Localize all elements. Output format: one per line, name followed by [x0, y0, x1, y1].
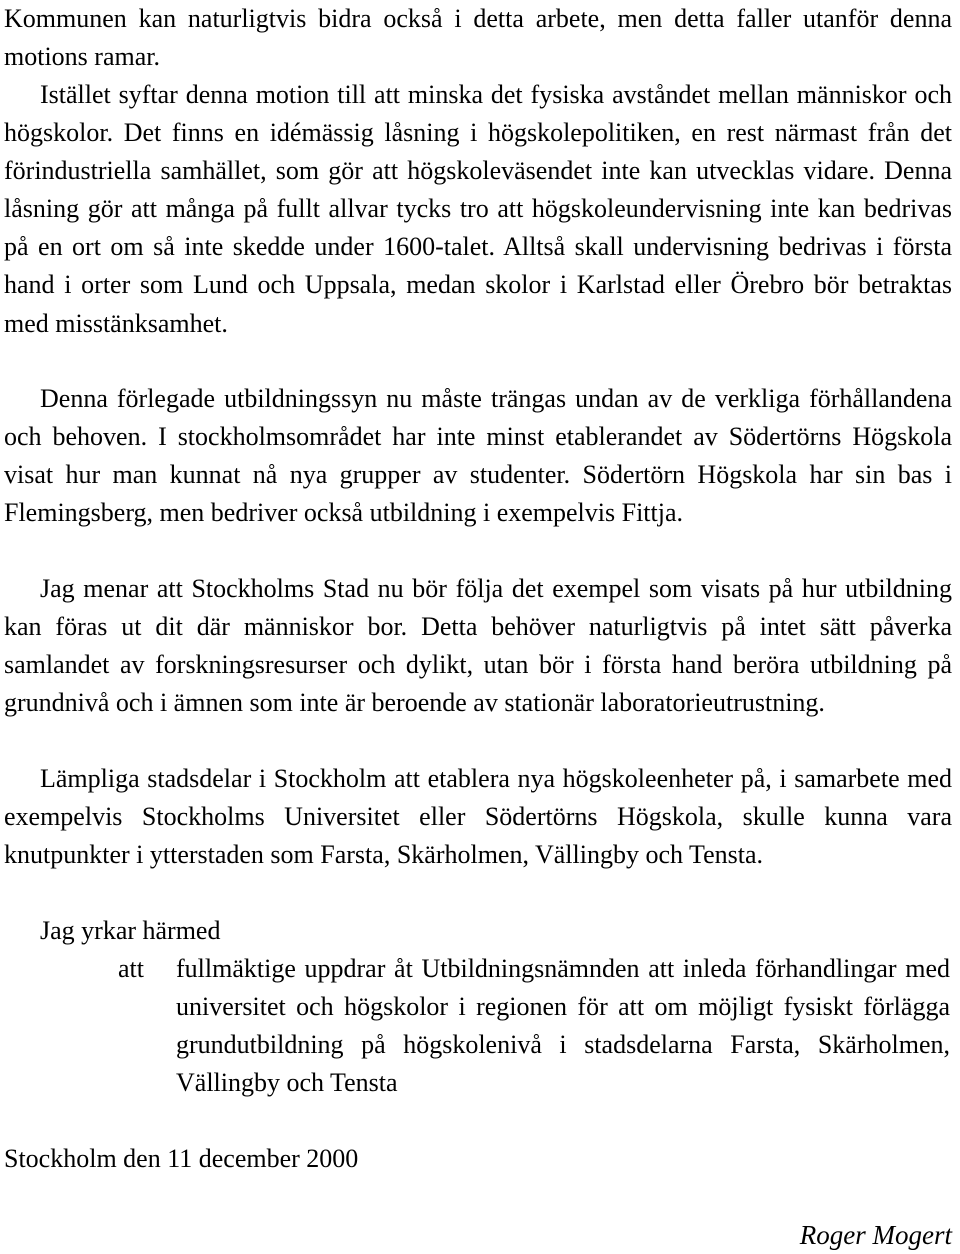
paragraph-districts: Lämpliga stadsdelar i Stockholm att etablera nya högskoleenheter på, i samarbete med exempelvis Stockholms Universitet eller Södertörns Högskola, skulle kunna vara knutpunkter i ytterstaden som Farsta, Skärholmen, Vällingby och Tensta. [4, 764, 952, 870]
paragraph-motion-intro: Jag yrkar härmed [40, 916, 221, 945]
paragraph-education-view: Denna förlegade utbildningssyn nu måste trängas undan av de verkliga förhållandena och behoven. I stockholmsområdet har inte minst etablerandet av Södertörns Högskola visat hur man kunnat nå nya grupper av studenter. Södertörn Högskola har sin bas i Flemingsberg, men bedriver också utbildning i exempelvis Fittja. [4, 384, 952, 528]
date-line: Stockholm den 11 december 2000 [4, 1144, 359, 1173]
motion-prefix: att [118, 954, 144, 983]
paragraph-intro: Kommunen kan naturligtvis bidra också i detta arbete, men detta faller utanför denna motions ramar. [4, 4, 952, 72]
paragraph-purpose: Istället syftar denna motion till att minska det fysiska avståndet mellan människor och högskolor. Det finns en idémässig låsning i högskolepolitiken, en rest närmast från det förindustriella samhället, som gör att högskoleväsendet inte kan utvecklas vidare. Denna låsning gör att många på fullt allvar tycks tro att högskoleundervisning inte kan bedrivas på en ort om så inte skedde under 1600-talet. Alltså skall undervisning bedrivas i första hand i orter som Lund och Uppsala, medan skolor i Karlstad eller Örebro bör betraktas med misstänksamhet. [4, 80, 952, 338]
paragraph-proposal: Jag menar att Stockholms Stad nu bör följa det exempel som visats på hur utbildning kan föras ut dit där människor bor. Detta behöver naturligtvis på intet sätt påverka samlandet av forskningsresurser och dylikt, utan bör i första hand beröra utbildning på grundnivå och i ämnen som inte är beroende av stationär laboratorieutrustning. [4, 574, 952, 718]
signature: Roger Mogert [799, 1220, 952, 1250]
motion-text: fullmäktige uppdrar åt Utbildningsnämnden att inleda förhandlingar med universitet och högskolor i regionen för att om möjligt fysiskt förlägga grundutbildning på högskolenivå i stadsdelarna Farsta, Skärholmen, Vällingby och Tensta [176, 954, 950, 1098]
